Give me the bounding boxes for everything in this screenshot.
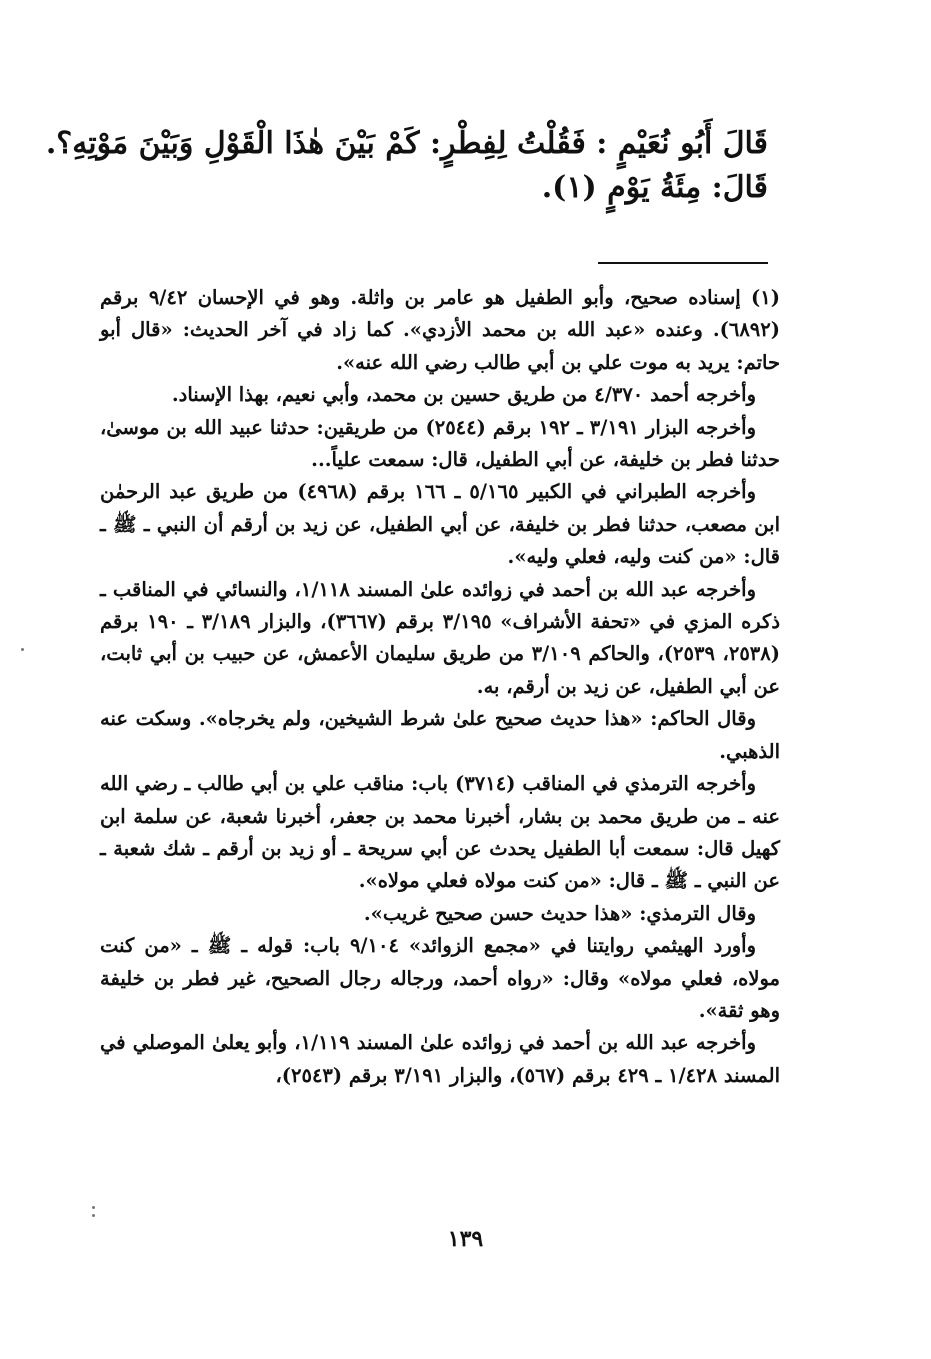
footnote-paragraph: وأورد الهيثمي روايتنا في «مجمع الزوائد» ٩/١٠٤ باب: قوله ـ ﷺ ـ «من كنت مولاه، فعلي مولاه» وقال: «رواه أحمد، ورجاله رجال الصحيح، غير فطر بن خليفة وهو ثقة». — [100, 934, 780, 1022]
footnote-paragraph: وقال الترمذي: «هذا حديث حسن صحيح غريب». — [363, 901, 756, 925]
footnote-paragraph: وأخرجه أحمد ٤/٣٧٠ من طريق حسين بن محمد، وأبي نعيم، بهذا الإسناد. — [171, 383, 756, 407]
page-number: ١٣٩ — [447, 1226, 484, 1252]
footnote-separator — [598, 262, 768, 264]
footnote-paragraph: وأخرجه الطبراني في الكبير ٥/١٦٥ ـ ١٦٦ برقم (٤٩٦٨) من طريق عبد الرحمٰن ابن مصعب، حدثنا فطر بن خليفة، عن أبي الطفيل، عن زيد بن أرقم أن النبي ـ ﷺ ـ قال: «من كنت وليه، فعلي وليه». — [100, 480, 780, 569]
scan-speck — [92, 1206, 95, 1209]
footnotes — [100, 282, 780, 1092]
footnote-paragraph: وأخرجه عبد الله بن أحمد في زوائده علىٰ المسند ١/١١٨، والنسائي في المناقب ـ ذكره المزي في «تحفة الأشراف» ٣/١٩٥ برقم (٣٦٦٧)، والبزار ٣/١٨٩ ـ ١٩٠ برقم (٢٥٣٨، ٢٥٣٩)، والحاكم ٣/١٠٩ من طريق سليمان الأعمش، عن حبيب بن أبي ثابت، عن أبي الطفيل، عن زيد بن أرقم، به. — [100, 577, 781, 698]
footnote-paragraph: وقال الحاكم: «هذا حديث صحيح علىٰ شرط الشيخين، ولم يخرجاه». وسكت عنه الذهبي. — [100, 707, 780, 763]
scan-speck — [92, 1214, 95, 1217]
footnote-paragraph: وأخرجه عبد الله بن أحمد في زوائده علىٰ المسند ١/١١٩، وأبو يعلىٰ الموصلي في المسند ١/٤٢٨ ـ ٤٢٩ برقم (٥٦٧)، والبزار ٣/١٩١ برقم (٢٥٤٣)، — [100, 1031, 780, 1087]
main-text-line: قَالَ أَبُو نُعَيْمٍ : فَقُلْتُ لِفِطْرٍ: كَمْ بَيْنَ هٰذَا الْقَوْلِ وَبَيْنَ مَوْتِهِ؟. — [45, 126, 768, 161]
footnote-paragraph: وأخرجه البزار ٣/١٩١ ـ ١٩٢ برقم (٢٥٤٤) من طريقين: حدثنا عبيد الله بن موسىٰ، حدثنا فطر بن خليفة، عن أبي الطفيل، قال: سمعت علياً... — [100, 415, 780, 472]
footnote-paragraph: وأخرجه الترمذي في المناقب (٣٧١٤) باب: مناقب علي بن أبي طالب ـ رضي الله عنه ـ من طريق محمد بن بشار، أخبرنا محمد بن جعفر، أخبرنا شعبة، عن سلمة ابن كهيل قال: سمعت أبا الطفيل يحدث عن أبي سريحة ـ أو زيد بن أرقم ـ شك شعبة ـ عن النبي ـ ﷺ ـ قال: «من كنت مولاه فعلي مولاه». — [100, 772, 780, 893]
footnote-paragraph: (١) إسناده صحيح، وأبو الطفيل هو عامر بن واثلة. وهو في الإحسان ٩/٤٢ برقم (٦٨٩٢). وعنده «عبد الله بن محمد الأزدي». كما زاد في آخر الحديث: «قال أبو حاتم: يريد به موت علي بن أبي طالب رضي الله عنه». — [100, 286, 780, 374]
main-text-line: قَالَ: مِئَةُ يَوْمٍ (١). — [541, 170, 768, 205]
scan-speck — [21, 648, 24, 651]
main-text — [45, 122, 768, 210]
